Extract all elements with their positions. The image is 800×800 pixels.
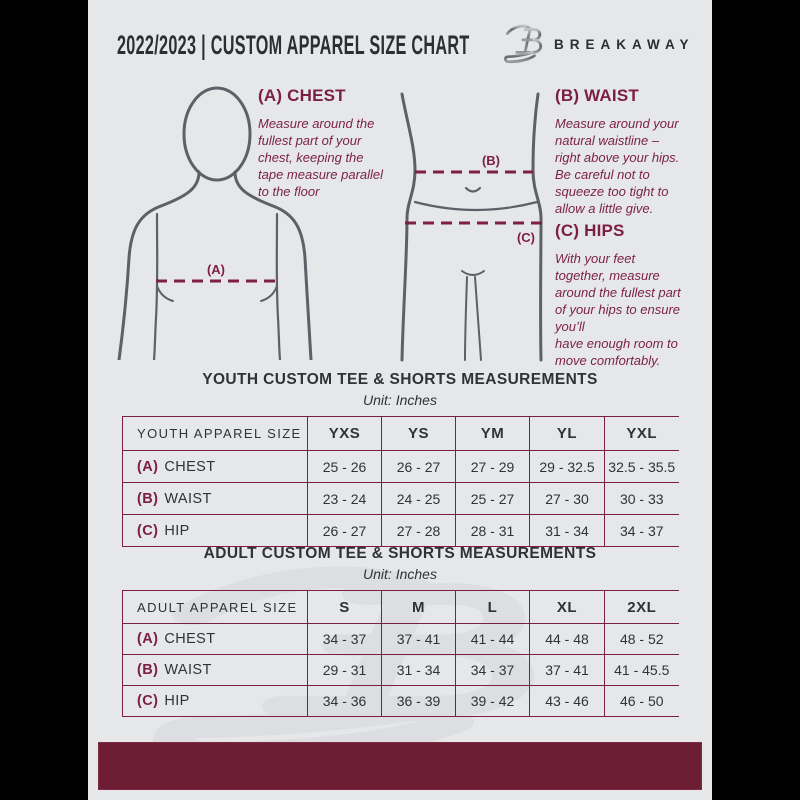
cell: 37 - 41 (530, 655, 605, 686)
hip-crease (415, 202, 537, 210)
cell: 48 - 52 (605, 624, 679, 655)
youth-table-title: YOUTH CUSTOM TEE & SHORTS MEASUREMENTS (202, 371, 598, 388)
cell: 27 - 30 (530, 483, 605, 515)
cell: 32.5 - 35.5 (605, 451, 679, 483)
row-key: (B) (137, 662, 159, 678)
adult-size-section (122, 544, 678, 717)
table-row-hip (123, 686, 679, 717)
navel-mark (466, 188, 480, 192)
column-header: ADULT APPAREL SIZE (123, 591, 308, 624)
column-header: YXS (308, 417, 382, 451)
cell: 34 - 37 (308, 624, 382, 655)
cell: 31 - 34 (382, 655, 456, 686)
adult-table-title: ADULT CUSTOM TEE & SHORTS MEASUREMENTS (203, 545, 597, 562)
row-key: (C) (137, 693, 159, 709)
cell: 41 - 44 (456, 624, 530, 655)
row-measure: CHEST (164, 631, 216, 647)
cell: 25 - 26 (308, 451, 382, 483)
hips-guide-heading: (C) HIPS (555, 221, 625, 240)
cell: 26 - 27 (382, 451, 456, 483)
cell: 43 - 46 (530, 686, 605, 717)
row-label (123, 624, 308, 655)
cell: 28 - 31 (456, 515, 530, 547)
column-header: XL (530, 591, 605, 624)
cell: 25 - 27 (456, 483, 530, 515)
cell: 34 - 36 (308, 686, 382, 717)
row-measure: HIP (164, 693, 190, 709)
table-row-waist (123, 655, 679, 686)
youth-size-table (122, 416, 679, 547)
cell: 26 - 27 (308, 515, 382, 547)
table-row-waist (123, 483, 679, 515)
lower-body-figure (392, 92, 552, 362)
hips-guide (555, 221, 707, 369)
waist-guide (555, 86, 707, 217)
cell: 23 - 24 (308, 483, 382, 515)
cell: 27 - 29 (456, 451, 530, 483)
chest-guide-text: Measure around the fullest part of your chest, keeping the tape measure parallel to the floor (258, 116, 384, 199)
chest-line-label: (A) (206, 262, 226, 277)
cell: 29 - 32.5 (530, 451, 605, 483)
cell: 41 - 45.5 (605, 655, 679, 686)
cell: 39 - 42 (456, 686, 530, 717)
cell: 27 - 28 (382, 515, 456, 547)
figure-head (184, 88, 250, 180)
adult-size-table (122, 590, 679, 717)
adult-header-row (123, 591, 679, 624)
column-header: M (382, 591, 456, 624)
waist-guide-text: Measure around your natural waistline – right above your hips. Be careful not to squeeze too tight to allow a little give. (555, 116, 680, 216)
row-key: (C) (137, 522, 159, 539)
row-label (123, 686, 308, 717)
row-measure: WAIST (164, 490, 212, 507)
brand-name: BREAKAWAY (554, 37, 695, 52)
column-header: 2XL (605, 591, 679, 624)
waist-line-label: (B) (481, 153, 501, 168)
waist-guide-heading: (B) WAIST (555, 86, 639, 105)
table-row-hip (123, 515, 679, 547)
column-header: YM (456, 417, 530, 451)
chest-guide (258, 86, 403, 200)
cell: 29 - 31 (308, 655, 382, 686)
row-label (123, 451, 308, 483)
youth-size-section (122, 370, 678, 547)
table-row-chest (123, 451, 679, 483)
cell: 36 - 39 (382, 686, 456, 717)
cell: 31 - 34 (530, 515, 605, 547)
cell: 30 - 33 (605, 483, 679, 515)
row-measure: CHEST (164, 458, 216, 475)
cell: 46 - 50 (605, 686, 679, 717)
column-header: YS (382, 417, 456, 451)
column-header: L (456, 591, 530, 624)
column-header: S (308, 591, 382, 624)
chest-guide-heading: (A) CHEST (258, 86, 346, 105)
row-label (123, 515, 308, 547)
row-measure: WAIST (164, 662, 212, 678)
cell: 44 - 48 (530, 624, 605, 655)
breakaway-logo-icon (502, 20, 544, 66)
row-key: (A) (137, 631, 159, 647)
cell: 37 - 41 (382, 624, 456, 655)
size-chart-page (88, 0, 712, 800)
hip-line-label: (C) (516, 230, 536, 245)
row-measure: HIP (164, 522, 190, 539)
youth-header-row (123, 417, 679, 451)
cell: 34 - 37 (605, 515, 679, 547)
table-row-chest (123, 624, 679, 655)
row-key: (B) (137, 490, 159, 507)
youth-table-unit: Unit: Inches (363, 392, 437, 408)
row-key: (A) (137, 458, 159, 475)
column-header: YXL (605, 417, 679, 451)
hips-guide-text: With your feet together, measure around the fullest part of your hips to ensure you’ll have enough room to move comfortably. (555, 251, 681, 368)
cell: 24 - 25 (382, 483, 456, 515)
column-header: YL (530, 417, 605, 451)
document-title: 2022/2023 | CUSTOM APPAREL SIZE CHART (117, 30, 470, 60)
footer-bar (98, 742, 702, 790)
row-label (123, 655, 308, 686)
row-label (123, 483, 308, 515)
column-header: YOUTH APPAREL SIZE (123, 417, 308, 451)
adult-table-unit: Unit: Inches (363, 566, 437, 582)
cell: 34 - 37 (456, 655, 530, 686)
